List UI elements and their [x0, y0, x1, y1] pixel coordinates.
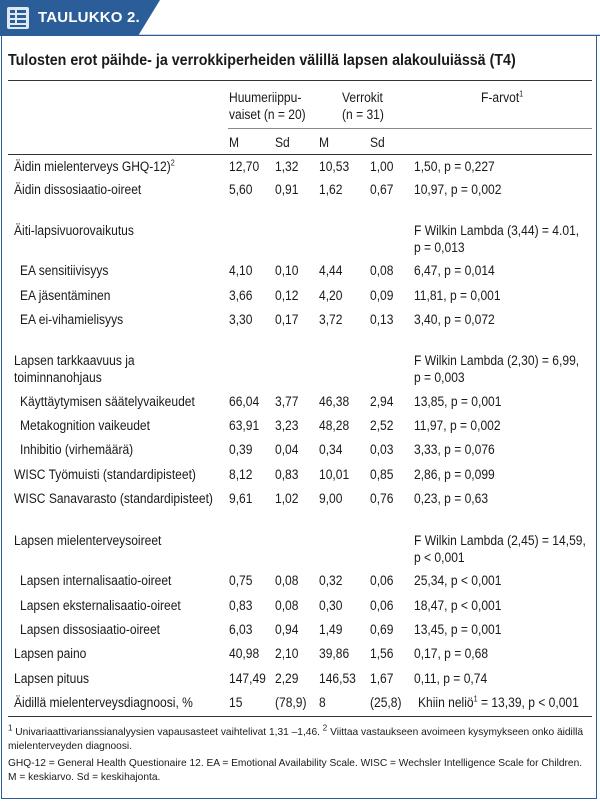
cell-m2: 39,86	[319, 646, 350, 661]
cell-f-text: 3,40, p = 0,072	[414, 312, 495, 327]
row-label	[20, 441, 133, 458]
cell-f-text: F Wilkin Lambda (2,30) = 6,99,	[414, 353, 580, 368]
cell-sd1: 0,94	[275, 622, 299, 637]
row-label	[14, 158, 175, 175]
cell-m1: 4,10	[229, 263, 253, 278]
cell-f	[414, 311, 495, 328]
col-m1: M	[229, 135, 240, 150]
cell-m1: 12,70	[229, 159, 260, 174]
cell-f-text: 0,11, p = 0,74	[414, 671, 488, 686]
cell-sd2: 1,67	[370, 671, 394, 686]
cell-sd2: 2,94	[370, 394, 394, 409]
cell-m2: 10,01	[319, 467, 350, 482]
cell-f-text: 18,47, p < 0,001	[414, 598, 502, 613]
table-icon	[6, 6, 30, 30]
cell-f-text: 2,86, p = 0,099	[414, 467, 495, 482]
cell-sd2: 0,06	[370, 573, 394, 588]
col-group1-line1: Huumeriippu-	[229, 90, 302, 105]
cell-sd1: 0,08	[275, 598, 299, 613]
col-m2: M	[319, 135, 330, 150]
row-label-text: Lapsen pituus	[14, 671, 90, 686]
cell-sd1: 0,12	[275, 288, 299, 303]
row-label-text: EA sensitiivisyys	[20, 263, 109, 278]
cell-m1: 9,61	[229, 491, 253, 506]
cell-f-line2: p = 0,013	[414, 240, 465, 255]
cell-f	[414, 621, 501, 638]
cell-m1: 5,60	[229, 182, 253, 197]
cell-sd2: 0,09	[370, 288, 394, 303]
row-label	[14, 352, 135, 369]
cell-m1: 0,39	[229, 442, 253, 457]
row-label	[14, 694, 193, 711]
cell-f	[414, 645, 488, 662]
cell-f	[414, 490, 488, 507]
cell-f-text: F Wilkin Lambda (2,45) = 14,59,	[414, 533, 586, 548]
footnote-line3: GHQ-12 = General Health Questionaire 12. EA = Emotional Availability Scale. WISC = Wechsler Intelligence Scale for Children.	[8, 758, 583, 769]
cell-sd2: 2,52	[370, 418, 394, 433]
cell-f-rest: = 13,39, p < 0,001	[477, 695, 579, 710]
cell-sd2: 0,13	[370, 312, 394, 327]
cell-sd2: 0,69	[370, 622, 394, 637]
table-title: Tulosten erot päihde- ja verrokkiperheiden välillä lapsen alakouluiässä (T4)	[8, 52, 516, 69]
row-label	[20, 287, 110, 304]
cell-sd1: 1,02	[275, 491, 299, 506]
cell-sd2: 0,76	[370, 491, 394, 506]
cell-sd2: 0,85	[370, 467, 394, 482]
top-rule	[8, 80, 592, 81]
row-label	[20, 572, 171, 589]
cell-f-line2: p = 0,003	[414, 370, 465, 385]
cell-sd1: 0,10	[275, 263, 299, 278]
cell-m2: 146,53	[319, 671, 356, 686]
cell-f	[414, 222, 579, 239]
cell-m2: 4,20	[319, 288, 343, 303]
col-sd1: Sd	[275, 135, 290, 150]
row-label	[14, 670, 89, 687]
cell-m2: 4,44	[319, 263, 343, 278]
row-label-text: Lapsen mielenterveysoireet	[14, 533, 162, 548]
cell-sd1: 3,77	[275, 394, 299, 409]
cell-sd1: 2,29	[275, 671, 299, 686]
cell-f	[414, 572, 501, 589]
cell-m2: 0,34	[319, 442, 343, 457]
cell-f	[414, 532, 586, 549]
cell-sd1: 3,23	[275, 418, 299, 433]
cell-f	[414, 158, 495, 175]
cell-f-text: 0,17, p = 0,68	[414, 646, 489, 661]
cell-sd2: (25,8)	[370, 695, 402, 710]
row-label-line2: toiminnanohjaus	[14, 370, 102, 385]
cell-f-text: 0,23, p = 0,63	[414, 491, 489, 506]
row-label	[14, 645, 86, 662]
cell-m1: 15	[229, 695, 243, 710]
cell-f	[414, 393, 501, 410]
row-label-text: Lapsen eksternalisaatio-oireet	[20, 598, 181, 613]
cell-m2: 9,00	[319, 491, 343, 506]
cell-f-text: 13,85, p = 0,001	[414, 394, 502, 409]
col-f-header: F-arvot$^1$	[481, 89, 524, 105]
header-bottom-rule	[8, 154, 592, 155]
row-label	[20, 262, 108, 279]
cell-sd2: 0,08	[370, 263, 394, 278]
cell-m2: 46,38	[319, 394, 350, 409]
cell-sd1: 0,04	[275, 442, 299, 457]
row-label-text: Äiti-lapsivuorovaikutus	[14, 223, 134, 238]
cell-f-text: 25,34, p < 0,001	[414, 573, 502, 588]
row-label-text: Äidin dissosiaatio-oireet	[14, 182, 142, 197]
cell-f-sup: 1	[473, 694, 478, 704]
cell-sd1: 0,83	[275, 467, 299, 482]
cell-sd2: 1,56	[370, 646, 394, 661]
cell-f-text: 11,97, p = 0,002	[414, 418, 501, 433]
cell-m1: 0,75	[229, 573, 253, 588]
cell-f	[418, 694, 579, 711]
cell-m1: 3,30	[229, 312, 253, 327]
footnote-line2: mielenterveyden diagnoosi.	[8, 741, 133, 752]
cell-f-text: Khiin neliö	[418, 695, 474, 710]
row-label-text: Lapsen dissosiaatio-oireet	[20, 622, 161, 637]
cell-f	[414, 181, 501, 198]
row-label	[20, 597, 181, 614]
cell-sd1: 0,91	[275, 182, 299, 197]
cell-m2: 3,72	[319, 312, 343, 327]
cell-f-text: 11,81, p = 0,001	[414, 288, 501, 303]
cell-m1: 6,03	[229, 622, 253, 637]
row-label-text: Äidin mielenterveys GHQ-12)	[14, 159, 171, 174]
footnote-line1: $^1$ Univariaattivarianssianalyysien vapausasteet vaihtelivat 1,31 –1,46. $^2$ Viittaa vastaukseen avoimeen kysymykseen onko äidillä	[8, 723, 584, 738]
cell-m2: 0,32	[319, 573, 343, 588]
row-label	[20, 417, 150, 434]
cell-m1: 3,66	[229, 288, 253, 303]
row-label	[14, 532, 161, 549]
row-label	[14, 466, 196, 483]
row-label-text: Metakognition vaikeudet	[20, 418, 150, 433]
cell-f	[414, 262, 495, 279]
cell-sd1: 0,08	[275, 573, 299, 588]
row-label	[14, 490, 213, 507]
cell-sd2: 1,00	[370, 159, 394, 174]
cell-m2: 0,30	[319, 598, 343, 613]
cell-m2: 48,28	[319, 418, 350, 433]
footnote-line4: M = keskiarvo. Sd = keskihajonta.	[8, 772, 161, 783]
cell-sd2: 0,03	[370, 442, 394, 457]
cell-m1: 147,49	[229, 671, 266, 686]
col-group1-line2: vaiset (n = 20)	[229, 107, 306, 122]
row-label-text: Äidillä mielenterveysdiagnoosi, %	[14, 695, 193, 710]
cell-f	[414, 670, 487, 687]
row-label	[14, 181, 141, 198]
cell-f-text: 6,47, p = 0,014	[414, 263, 495, 278]
row-label	[20, 621, 160, 638]
cell-f-text: 13,45, p = 0,001	[414, 622, 502, 637]
cell-sd2: 0,06	[370, 598, 394, 613]
row-label-sup: 2	[170, 158, 175, 168]
cell-f-text: F Wilkin Lambda (3,44) = 4.01,	[414, 223, 580, 238]
cell-f	[414, 352, 579, 369]
bottom-rule	[8, 716, 592, 717]
cell-sd1: 1,32	[275, 159, 299, 174]
col-sd2: Sd	[370, 135, 385, 150]
row-label-text: EA jäsentäminen	[20, 288, 111, 303]
cell-f-text: 3,33, p = 0,076	[414, 442, 495, 457]
subheader-rule	[228, 128, 592, 129]
row-label	[14, 222, 134, 239]
cell-m1: 66,04	[229, 394, 260, 409]
cell-f	[414, 417, 501, 434]
row-label	[20, 311, 123, 328]
row-label-text: Käyttäytymisen säätelyvaikeudet	[20, 394, 195, 409]
row-label-text: Inhibitio (virhemäärä)	[20, 442, 134, 457]
table-header-band	[0, 0, 600, 36]
row-label-text: WISC Sanavarasto (standardipisteet)	[14, 491, 213, 506]
cell-m2: 1,49	[319, 622, 343, 637]
cell-sd2: 0,67	[370, 182, 394, 197]
table-number-label: TAULUKKO 2.	[38, 9, 140, 26]
cell-m1: 0,83	[229, 598, 253, 613]
cell-sd1: (78,9)	[275, 695, 307, 710]
cell-f-text: 1,50, p = 0,227	[414, 159, 495, 174]
cell-f-line2: p < 0,001	[414, 550, 465, 565]
cell-m2: 1,62	[319, 182, 343, 197]
row-label-text: WISC Työmuisti (standardipisteet)	[14, 467, 196, 482]
row-label-text: EA ei-vihamielisyys	[20, 312, 124, 327]
cell-sd1: 2,10	[275, 646, 299, 661]
row-label-text: Lapsen tarkkaavuus ja	[14, 353, 135, 368]
row-label	[20, 393, 195, 410]
cell-sd1: 0,17	[275, 312, 299, 327]
cell-m1: 40,98	[229, 646, 260, 661]
col-group2-line1: Verrokit	[342, 90, 383, 105]
cell-f	[414, 441, 495, 458]
row-label-text: Lapsen internalisaatio-oireet	[20, 573, 172, 588]
col-group2-line2: (n = 31)	[342, 107, 384, 122]
cell-f	[414, 287, 501, 304]
cell-f	[414, 597, 501, 614]
cell-f	[414, 466, 495, 483]
cell-m2: 8	[319, 695, 326, 710]
row-label-text: Lapsen paino	[14, 646, 87, 661]
cell-m2: 10,53	[319, 159, 350, 174]
cell-f-text: 10,97, p = 0,002	[414, 182, 502, 197]
cell-m1: 8,12	[229, 467, 253, 482]
cell-m1: 63,91	[229, 418, 260, 433]
